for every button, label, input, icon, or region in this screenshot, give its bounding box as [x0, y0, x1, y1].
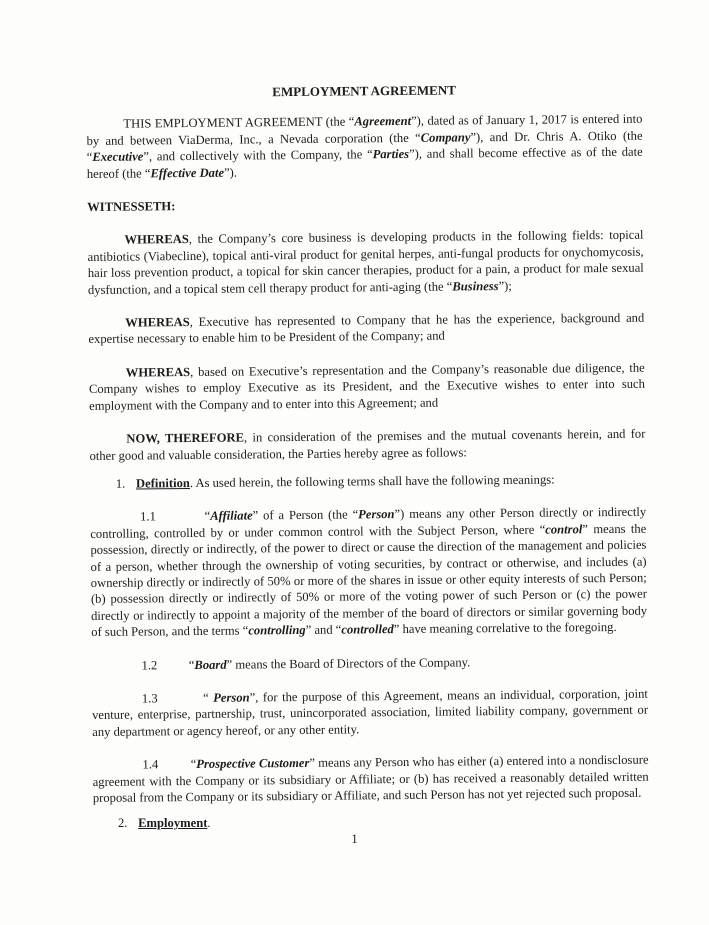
whereas-paragraph-1: WHEREAS, the Company’s core business is developing products in the following fields: topical antibiotics (Viabecline), topical anti-viral product for genital herpes, anti-fungal products for onychomycosis, hair loss prevention product, a topical for skin cancer therapies, product for a pain, a product for male sexual dysfunction, and a topical stem cell therapy product for anti-aging (the “Business”); [87, 228, 644, 297]
section-2-heading: 2. Employment. [118, 816, 211, 830]
section-1-heading: 1. Definition. As used herein, the following terms shall have the following meanings: [115, 472, 555, 491]
witnesseth-heading: WITNESSETH: [87, 199, 176, 215]
now-therefore-paragraph: NOW, THEREFORE, in consideration of the premises and the mutual covenants herein, and for other good and valuable consideration, the Parties hereby agree as follows: [89, 426, 646, 463]
definition-affiliate: 1.1 “Affiliate” of a Person (the “Person”) means any other Person directly or indirectly controlling, controlled by or under common control with the Subject Person, where “control” means the possession, directly or indirectly, of the power to direct or cause the direction of the management and policies of a person, whether through the ownership of voting securities, by contract or otherwise, and includes (a) ownership directly or indirectly of 50% or more of the shares in issue or other equity interests of such Person; (b) possession directly or indirectly of 50% or more of the voting power of such Person or (c) the power directly or indirectly to appoint a majority of the member of the board of directors or similar governing body of such Person, and the terms “controlling” and “controlled” have meaning correlative to the foregoing. [90, 504, 648, 640]
page-number: 1 [351, 832, 358, 846]
definition-prospective-customer: 1.4 “Prospective Customer” means any Person who has either (a) entered into a nondisclosure agreement with the Company or its subsidiary or Affiliate; or (b) has received a reasonably detailed written proposal from the Company or its subsidiary or Affiliate, and such Person has not yet rejected such proposal. [92, 752, 649, 805]
whereas-paragraph-2: WHEREAS, Executive has represented to Company that he has the experience, background and expertise necessary to enable him to be President of the Company; and [88, 310, 645, 347]
document-title: EMPLOYMENT AGREEMENT [272, 82, 456, 100]
definition-board: 1.2 “Board” means the Board of Directors of the Company. [141, 654, 471, 673]
whereas-paragraph-3: WHEREAS, based on Executive’s representation and the Company’s reasonable due diligence, the Company wishes to employ Executive as its President, and the Executive wishes to enter into such employment with the Company and to enter into this Agreement; and [88, 360, 645, 413]
intro-paragraph: THIS EMPLOYMENT AGREEMENT (the “Agreement”), dated as of January 1, 2017 is entered into by and between ViaDerma, Inc., a Nevada corporation (the “Company”), and Dr. Chris A. Otiko (the “Executive”, and collectively with the Company, the “Parties”), and shall become effective as of the date hereof (the “Effective Date”). [86, 112, 643, 181]
document-body [86, 81, 649, 807]
definition-person: 1.3 “ Person”, for the purpose of this Agreement, means an individual, corporation, joint venture, enterprise, partnership, trust, unincorporated association, limited liability company, government or any department or agency hereof, or any other entity. [91, 686, 649, 739]
